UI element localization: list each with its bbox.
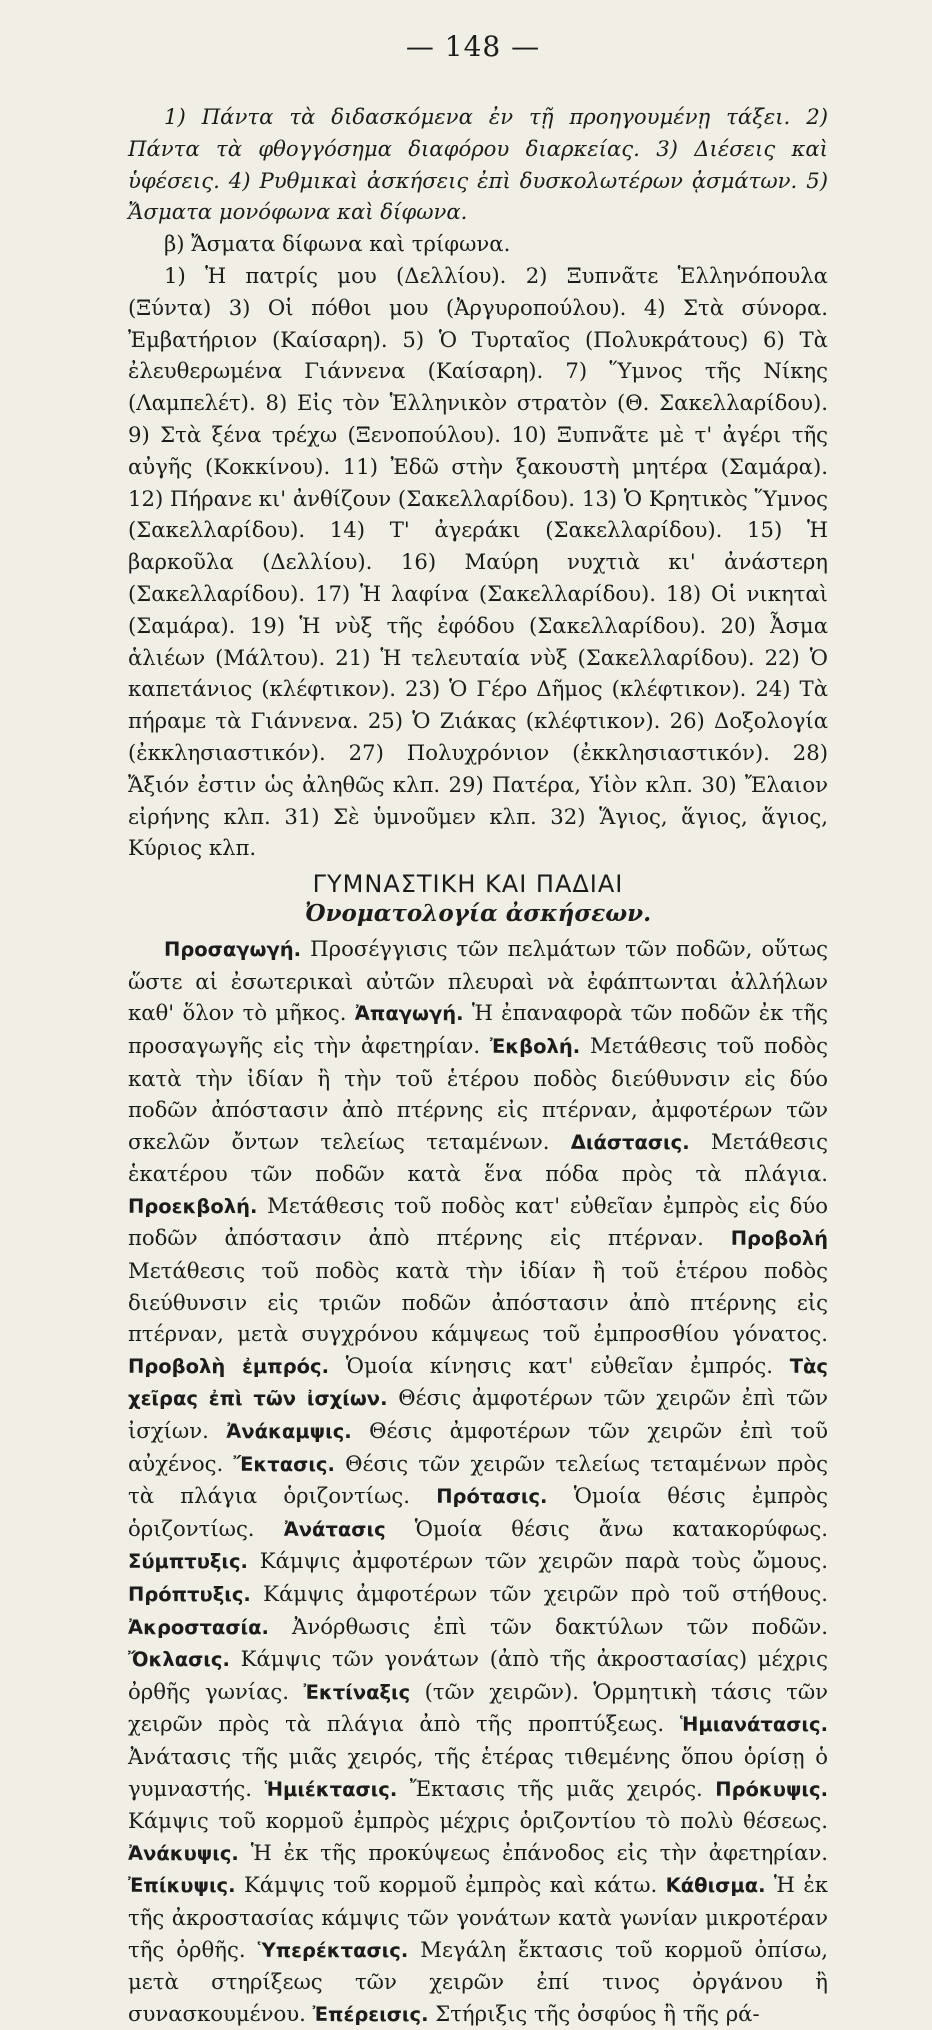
exercise-definition: Μετάθεσις τοῦ ποδὸς κατ' εὐθεῖαν ἐμπρὸς εἰς δύο ποδῶν ἀπόστασιν ἀπὸ πτέρνης εἰς πτέρναν. (128, 1192, 828, 1251)
intro-item-5: 5) Ἄσματα μονόφωνα καὶ δίφωνα. (128, 167, 828, 225)
beta-label: β) Ἄσματα δίφωνα καὶ τρίφωνα. (164, 231, 511, 257)
exercise-definition: Μετάθεσις τοῦ ποδὸς κατὰ τὴν ἰδίαν ἢ τοῦ ἑτέρου ποδὸς διεύθυνσιν εἰς τριῶν ποδῶν ἀπόστασιν ἀπὸ πτέρνης εἰς πτέρναν, μετὰ συγχρόνου κάμψεως τοῦ ἐμπροσθίου γόνατος. (128, 1258, 828, 1347)
exercise-term: Πρόπτυξις. (128, 1583, 251, 1606)
exercise-term: Ἐκβολή. (489, 1034, 581, 1058)
exercise-term: Διάστασις. (570, 1130, 690, 1154)
exercise-term: Ὑπερέκτασις. (257, 1938, 409, 1962)
exercise-term: Τὰς χεῖρας ἐπὶ τῶν ἰσχίων. (128, 1354, 828, 1411)
exercise-definition: Θέσις ἀμφοτέρων τῶν χειρῶν ἐπὶ τοῦ αὐχένος. (128, 1418, 829, 1476)
exercise-definition: Κάμψις ἀμφοτέρων τῶν χειρῶν παρὰ τοὺς ὤμους. (247, 1548, 828, 1574)
exercise-definition: Ὁμοία κίνησις κατ' εὐθεῖαν ἐμπρός. (329, 1352, 790, 1378)
exercise-definition: Ἡ ἐκ τῆς ἀκροστασίας κάμψις τῶν γονάτων κατὰ γωνίαν μικροτέραν τῆς ὀρθῆς. (128, 1872, 828, 1962)
exercise-term: Ἡμιέκτασις. (264, 1777, 398, 1801)
intro-paragraph (128, 101, 828, 228)
exercise-terms-paragraph (128, 933, 828, 2030)
exercise-definition: Μεγάλη ἔκτασις τοῦ κορμοῦ ὀπίσω, μετὰ στηρίξεως τῶν χειρῶν ἐπί τινος ὀργάνου ἢ συνασκουμένου. (128, 1936, 828, 2026)
exercise-term: Σύμπτυξις. (128, 1550, 248, 1574)
exercise-definition: Κάμψις τοῦ κορμοῦ ἐμπρὸς καὶ κάτω. (235, 1872, 666, 1898)
section-heading: ΓΥΜΝΑΣΤΙΚΗ ΚΑΙ ΠΑΔΙΑΙ (312, 870, 624, 899)
exercise-term: Ἀνάκυψις. (128, 1841, 239, 1865)
exercise-definition: Θέσις τῶν χειρῶν τελείως τεταμένων πρὸς τὰ πλάγια ὁριζοντίως. (128, 1450, 828, 1509)
exercise-term: Ἐκτίναξις (303, 1680, 411, 1704)
exercise-definition: (τῶν χειρῶν). Ὁρμητικὴ τάσις τῶν χειρῶν πρὸς τὰ πλάγια ἀπὸ τῆς προπτύξεως. (128, 1678, 828, 1737)
exercise-term: Προσαγωγή. (164, 938, 302, 962)
intro-item-3: 3) Διέσεις καὶ ὑφέσεις. (128, 135, 828, 193)
exercise-term: Κάθισμα. (665, 1874, 766, 1898)
page-number: — 148 — (405, 30, 541, 63)
exercise-definition: Ἡ ἐκ τῆς προκύψεως ἐπάνοδος εἰς τὴν ἀφετηρίαν. (238, 1839, 828, 1865)
exercise-term: Ἐπίκυψις. (128, 1874, 236, 1898)
intro-item-1: 1) Πάντα τὰ διδασκόμενα ἐν τῇ προηγουμένῃ τάξει. (164, 104, 791, 129)
exercise-term: Ὄκλασις. (128, 1648, 230, 1672)
exercise-term: Ἀνάκαμψις. (226, 1420, 352, 1444)
exercise-term: Προεκβολή. (128, 1194, 258, 1218)
exercise-definition: Ὁμοία θέσις ἄνω κατακορύφως. (385, 1515, 829, 1541)
intro-item-2: 2) Πάντα τὰ φθογγόσημα διαφόρου διαρκείας. (128, 104, 828, 161)
exercise-definition: Μετάθεσις τοῦ ποδὸς κατὰ τὴν ἰδίαν ἢ τὴν τοῦ ἑτέρου ποδὸς διεύθυνσιν εἰς δύο ποδῶν ἀπόστασιν ἀπὸ πτέρνης εἰς πτέρναν, ἀμφοτέρων τῶν σκελῶν ὄντων τελείως τεταμένων. (128, 1032, 828, 1154)
exercise-term: Ἀκροστασία. (128, 1615, 269, 1639)
exercise-term: Προβολή (730, 1227, 828, 1251)
exercise-term: Ἀπαγωγή. (354, 1002, 464, 1026)
exercise-definition: Προσέγγισις τῶν πελμάτων τῶν ποδῶν, οὕτως ὥστε αἱ ἐσωτερικαὶ αὐτῶν πλευραὶ νὰ ἐφάπτωνται ἀλλήλων καθ' ὅλον τὸ μῆκος. (128, 936, 828, 1026)
exercise-definition: Ὁμοία θέσις ἐμπρὸς ὁριζοντίως. (128, 1483, 828, 1541)
exercise-term: Ἀνάτασις (283, 1517, 386, 1541)
exercise-definition: Μετάθεσις ἑκατέρου τῶν ποδῶν κατὰ ἕνα πόδα πρὸς τὰ πλάγια. (128, 1128, 828, 1187)
exercise-definition: Ἔκτασις τῆς μιᾶς χειρός. (397, 1775, 716, 1801)
exercise-definition: Κάμψις τοῦ κορμοῦ ἐμπρὸς μέχρις ὁριζοντίου τὸ πολὺ θέσεως. (128, 1808, 828, 1834)
exercise-term: Πρόκυψις. (715, 1777, 828, 1801)
exercise-term: Προβολὴ ἐμπρός. (128, 1354, 330, 1378)
exercise-definition: Θέσις ἀμφοτέρων τῶν χειρῶν ἐπὶ τῶν ἰσχίων. (128, 1385, 828, 1444)
exercise-term: Ἔκτασις. (233, 1452, 335, 1476)
exercise-definition: Ἀνάτασις τῆς μιᾶς χειρός, τῆς ἑτέρας τιθεμένης ὅπου ὁρίσῃ ὁ γυμναστής. (128, 1743, 828, 1801)
songs-list: 1) Ἡ πατρίς μου (Δελλίου). 2) Ξυπνᾶτε Ἑλληνόπουλα (Ξύντα) 3) Οἱ πόθοι μου (Ἀργυροπούλου). 4) Στὰ σύνορα. Ἐμβατήριον (Καίσαρη). 5) Ὁ Τυρταῖος (Πολυκράτους) 6) Τὰ ἐλευθερωμένα Γιάννενα (Καίσαρη). 7) Ὕμνος τῆς Νίκης (Λαμπελέτ). 8) Εἰς τὸν Ἑλληνικὸν στρατὸν (Θ. Σακελλαρίδου). 9) Στὰ ξένα τρέχω (Ξενοπούλου). 10) Ξυπνᾶτε μὲ τ' ἀγέρι τῆς αὐγῆς (Κοκκίνου). 11) Ἐδῶ στὴν ξακουστὴ μητέρα (Σαμάρα). 12) Πήρανε κι' ἀνθίζουν (Σακελλαρίδου). 13) Ὁ Κρητικὸς Ὕμνος (Σακελλαρίδου). 14) Τ' ἀγεράκι (Σακελλαρίδου). 15) Ἡ βαρκοῦλα (Δελλίου). 16) Μαύρη νυχτιὰ κι' ἀνάστερη (Σακελλαρίδου). 17) Ἡ λαφίνα (Σακελλαρίδου). 18) Οἱ νικηταὶ (Σαμάρα). 19) Ἡ νὺξ τῆς ἐφόδου (Σακελλαρίδου). 20) Ἆσμα ἁλιέων (Μάλτου). 21) Ἡ τελευταία νὺξ (Σακελλαρίδου). 22) Ὁ καπετάνιος (κλέφτικον). 23) Ὁ Γέρο Δῆμος (κλέφτικον). 24) Τὰ πήραμε τὰ Γιάννενα. 25) Ὁ Ζιάκας (κλέφτικον). 26) Δοξολογία (ἐκκλησιαστικόν). 27) Πολυχρόνιον (ἐκκλησιαστικόν). 28) Ἄξιόν ἐστιν ὡς ἀληθῶς κλπ. 29) Πατέρα, Υἱὸν κλπ. 30) Ἔλαιον εἰρήνης κλπ. 31) Σὲ ὑμνοῦμεν κλπ. 32) Ἅγιος, ἅγιος, ἅγιος, Κύριος κλπ. (128, 262, 828, 861)
intro-item-4: 4) Ρυθμικαὶ ἀσκήσεις ἐπὶ δυσκολωτέρων ᾀσμάτων. (228, 167, 798, 193)
section-subheading: Ὀνοματολογία ἀσκήσεων. (304, 900, 652, 928)
exercise-definition: Ἡ ἐπαναφορὰ τῶν ποδῶν ἐκ τῆς προσαγωγῆς εἰς τὴν ἀφετηρίαν. (128, 1000, 828, 1058)
exercise-term: Ἡμιανάτασις. (679, 1713, 828, 1737)
exercise-definition: Κάμψις τῶν γονάτων (ἀπὸ τῆς ἀκροστασίας) μέχρις ὀρθῆς γωνίας. (128, 1646, 828, 1704)
exercise-definition: Κάμψις ἀμφοτέρων τῶν χειρῶν πρὸ τοῦ στήθους. (250, 1581, 828, 1606)
exercise-term: Πρότασις. (436, 1485, 548, 1509)
exercise-term: Ἐπέρεισις. (312, 2002, 429, 2026)
exercise-definition: Στήριξις τῆς ὀσφύος ἢ τῆς ρά- (428, 2000, 760, 2026)
exercise-definition: Ἀνόρθωσις ἐπὶ τῶν δακτύλων τῶν ποδῶν. (268, 1613, 828, 1639)
